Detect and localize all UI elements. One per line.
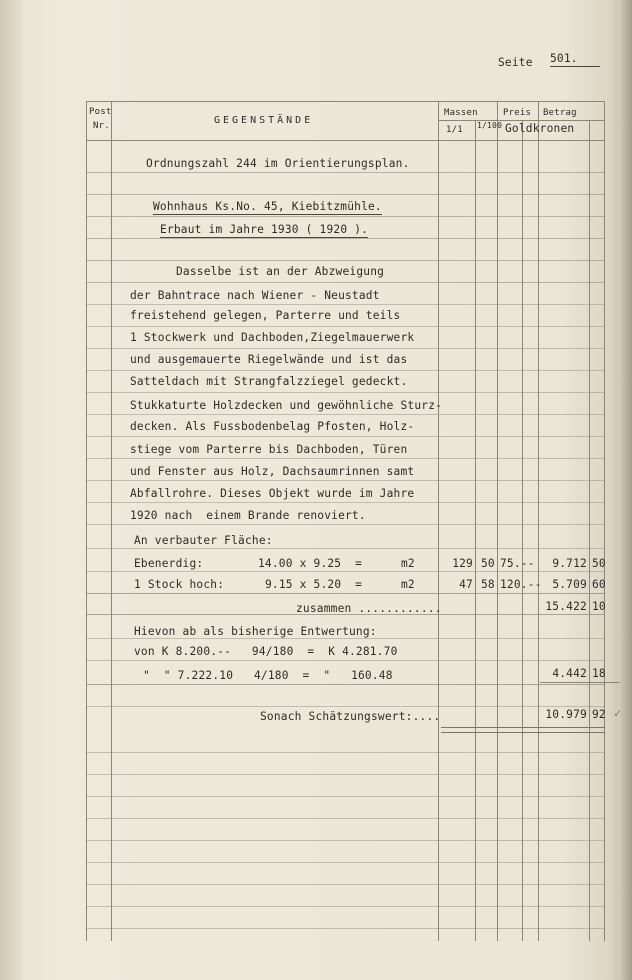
deduction-betrag: 4.442	[552, 667, 587, 680]
page-binding	[0, 0, 22, 980]
col-border-post	[111, 101, 112, 941]
table-top-border	[86, 101, 605, 102]
sum-betrag: 15.422	[545, 600, 587, 613]
rule	[86, 194, 605, 195]
rule	[86, 796, 605, 797]
rule	[86, 282, 605, 283]
row-label: Ebenerdig:	[134, 557, 204, 570]
deduction-line: von K 8.200.-- 94/180 = K 4.281.70	[134, 645, 398, 658]
row-preis: 120.--	[500, 578, 542, 591]
row-unit: m2	[401, 557, 415, 570]
text-line: 1 Stockwerk und Dachboden,Ziegelmauerwerk	[130, 331, 415, 344]
row-betrag-dec: 50	[592, 557, 606, 570]
col-border-desc	[438, 101, 439, 941]
text-line: An verbauter Fläche:	[134, 534, 273, 547]
page-edge	[618, 0, 632, 980]
rule	[86, 238, 605, 239]
deduction-title: Hievon ab als bisherige Entwertung:	[134, 625, 377, 638]
page-label: Seite	[498, 56, 533, 69]
header-massen: Massen	[444, 108, 478, 118]
rule	[86, 818, 605, 819]
row-preis: 75.--	[500, 557, 535, 570]
result-betrag: 10.979	[545, 708, 587, 721]
rule	[86, 571, 605, 572]
result-label: Sonach Schätzungswert:....	[260, 710, 441, 723]
rule	[86, 928, 605, 929]
rule	[86, 684, 605, 685]
rule	[86, 458, 605, 459]
text-line: 1920 nach einem Brande renoviert.	[130, 509, 366, 522]
text-line: der Bahntrace nach Wiener - Neustadt	[130, 289, 380, 302]
header-nr: Nr.	[93, 121, 110, 131]
text-line: und Fenster aus Holz, Dachsaumrinnen samt	[130, 465, 415, 478]
col-border-right	[604, 101, 605, 941]
header-massen-1-100: 1/100	[477, 121, 503, 130]
rule	[86, 840, 605, 841]
rule	[86, 862, 605, 863]
header-preis: Preis	[503, 108, 532, 118]
result-betrag-dec: 92	[592, 708, 606, 721]
rule	[86, 706, 605, 707]
rule	[86, 752, 605, 753]
rule	[86, 480, 605, 481]
header-post: Post	[89, 107, 112, 117]
text-line-subtitle: Erbaut im Jahre 1930 ( 1920 ).	[160, 223, 369, 236]
page-number: 501.	[550, 52, 600, 67]
double-rule	[441, 727, 605, 733]
rule	[86, 660, 605, 661]
row-calc: 9.15 x 5.20 =	[265, 578, 363, 591]
sum-betrag-dec: 10	[592, 600, 606, 613]
deduction-betrag-dec: 18	[592, 667, 606, 680]
rule	[86, 502, 605, 503]
text-line: Ordnungszahl 244 im Orientierungsplan.	[146, 157, 410, 170]
row-masse-dec: 50	[481, 557, 495, 570]
header-currency: Goldkronen	[505, 122, 575, 135]
rule	[86, 260, 605, 261]
header-betrag: Betrag	[543, 108, 577, 118]
row-masse: 47	[459, 578, 473, 591]
text-line-title: Wohnhaus Ks.No. 45, Kiebitzmühle.	[153, 200, 382, 213]
deduction-line: " " 7.222.10 4/180 = " 160.48	[143, 669, 393, 682]
header-gegenstaende: GEGENSTÄNDE	[214, 115, 314, 126]
text-line: freistehend gelegen, Parterre und teils	[130, 309, 401, 322]
col-border-masse-dec	[497, 101, 498, 941]
rule	[86, 326, 605, 327]
sum-label: zusammen ............	[296, 602, 442, 615]
text-line: stiege vom Parterre bis Dachboden, Türen	[130, 443, 408, 456]
text-line: und ausgemauerte Riegelwände und ist das	[130, 353, 408, 366]
row-label: 1 Stock hoch:	[134, 578, 225, 591]
row-masse-dec: 58	[481, 578, 495, 591]
table-header-border	[86, 140, 605, 141]
rule	[86, 370, 605, 371]
deduction-underline	[540, 682, 620, 683]
row-calc: 14.00 x 9.25 =	[258, 557, 363, 570]
col-border-preis	[538, 101, 539, 941]
text-line: Abfallrohre. Dieses Objekt wurde im Jahre	[130, 487, 415, 500]
rule	[86, 548, 605, 549]
rule	[86, 348, 605, 349]
rule	[86, 304, 605, 305]
text-line: Stukkaturte Holzdecken und gewöhnliche Sturz-	[130, 399, 443, 412]
col-border-left	[86, 101, 87, 941]
rule	[86, 216, 605, 217]
row-betrag: 5.709	[552, 578, 587, 591]
rule	[86, 172, 605, 173]
text-line: decken. Als Fussbodenbelag Pfosten, Holz-	[130, 420, 415, 433]
rule	[86, 436, 605, 437]
rule	[86, 593, 605, 594]
row-masse: 129	[452, 557, 473, 570]
rule	[86, 906, 605, 907]
header-massen-1-1: 1/1	[446, 125, 463, 135]
text-line: Dasselbe ist an der Abzweigung	[176, 265, 385, 278]
rule	[86, 392, 605, 393]
row-betrag-dec: 60	[592, 578, 606, 591]
rule	[86, 524, 605, 525]
row-betrag: 9.712	[552, 557, 587, 570]
check-mark-icon: ✓	[614, 706, 622, 720]
rule	[86, 774, 605, 775]
text-line: Satteldach mit Strangfalzziegel gedeckt.	[130, 375, 408, 388]
rule	[86, 884, 605, 885]
row-unit: m2	[401, 578, 415, 591]
rule	[86, 414, 605, 415]
